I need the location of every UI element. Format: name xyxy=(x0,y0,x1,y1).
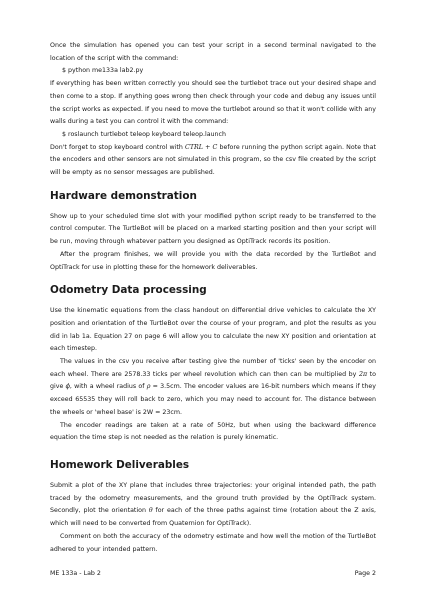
intro-paragraph-3 xyxy=(50,142,376,180)
odometry-p2-text-a: The values in the csv you receive after testing give the number of 'ticks' seen by the encoder on each wheel. There are 2578.33 ticks per wheel revolution which can then can be multiplied by xyxy=(50,358,376,378)
ctrl-c-math: CTRL + C xyxy=(185,143,218,151)
rho-math: ρ xyxy=(146,383,151,391)
odometry-paragraph-2 xyxy=(50,356,376,420)
homework-p1-text-a: Submit a plot of the XY plane that includes three trajectories: your original intended path, the path traced by the odometry measurements, and the ground truth provided by the OptiTrack system. Secondly, plot the orientation xyxy=(50,481,376,515)
hardware-paragraph-2: After the program finishes, we will provide you with the data recorded by the TurtleBot and OptiTrack for use in plotting these for the homework deliverables. xyxy=(50,250,376,271)
hardware-paragraph-1: Show up to your scheduled time slot with your modified python script ready to be transferred to the control computer. The TurtleBot will be placed on a marked starting position and then your script will be run, moving through whatever pattern you designed as OptiTrack records its position. xyxy=(50,212,376,246)
two-pi-math: 2π xyxy=(358,370,368,378)
intro-p3-text-a: Don't forget to stop keyboard control with xyxy=(50,143,186,151)
heading-homework-deliverables: Homework Deliverables xyxy=(50,458,190,471)
odometry-p2-text-d: = 3.5cm. The encoder values are 16-bit numbers which means if they exceed 65535 they will roll back to zero, which you may need to account for. The distance between the wheels or 'wheel base' is 2W = 23cm. xyxy=(50,383,376,416)
odometry-paragraph-3: The encoder readings are taken at a rate of 50Hz, but when using the backward difference equation the time step is not needed as the relation is purely kinematic. xyxy=(50,421,376,442)
phi-math: ϕ xyxy=(65,383,70,391)
footer-page-number: Page 2 xyxy=(354,570,376,577)
command-roslaunch: $ roslaunch turtlebot teleop keyboard teleop.launch xyxy=(62,130,226,138)
intro-paragraph-1: Once the simulation has opened you can test your script in a second terminal navigated to the location of the script with the command: xyxy=(50,42,376,62)
command-python: $ python me133a lab2.py xyxy=(62,67,144,75)
odometry-p2-text-b: to give xyxy=(50,370,376,391)
footer-course-label: ME 133a - Lab 2 xyxy=(50,570,101,577)
theta-math: θ xyxy=(148,507,153,515)
homework-paragraph-2: Comment on both the accuracy of the odometry estimate and how well the motion of the TurtleBot adhered to your intended pattern. xyxy=(50,532,376,553)
page-footer xyxy=(50,569,376,579)
heading-hardware-demonstration: Hardware demonstration xyxy=(50,189,197,202)
homework-paragraph-1 xyxy=(50,480,376,531)
odometry-paragraph-1: Use the kinematic equations from the class handout on differential drive vehicles to calculate the XY position and orientation of the TurtleBot over the course of your program, and plot the results as you did in lab 1a. Equation 27 on page 6 will allow you to calculate the new XY position and orientation at each timestep. xyxy=(50,307,376,353)
heading-odometry-data-processing: Odometry Data processing xyxy=(50,284,207,297)
homework-p1-text-b: for each of the three paths against time (rotation about the Z axis, which will need to be converted from Quaternion for OptiTrack). xyxy=(50,507,376,528)
odometry-p2-text-c: , with a wheel radius of xyxy=(69,383,147,391)
intro-p3-text-b: before running the python script again. Note that the encoders and other sensors are not simulated in this program, so the csv file created by the script will be empty as no sensor messages are published. xyxy=(50,143,376,177)
intro-paragraph-2: If everything has been written correctly you should see the turtlebot trace out your desired shape and then come to a stop. If anything goes wrong then check through your code and debug any issues until the script works as expected. If you need to move the turtlebot around so that it won't collide with any walls during a test you can control it with the command: xyxy=(50,80,376,126)
page-content xyxy=(50,40,376,556)
